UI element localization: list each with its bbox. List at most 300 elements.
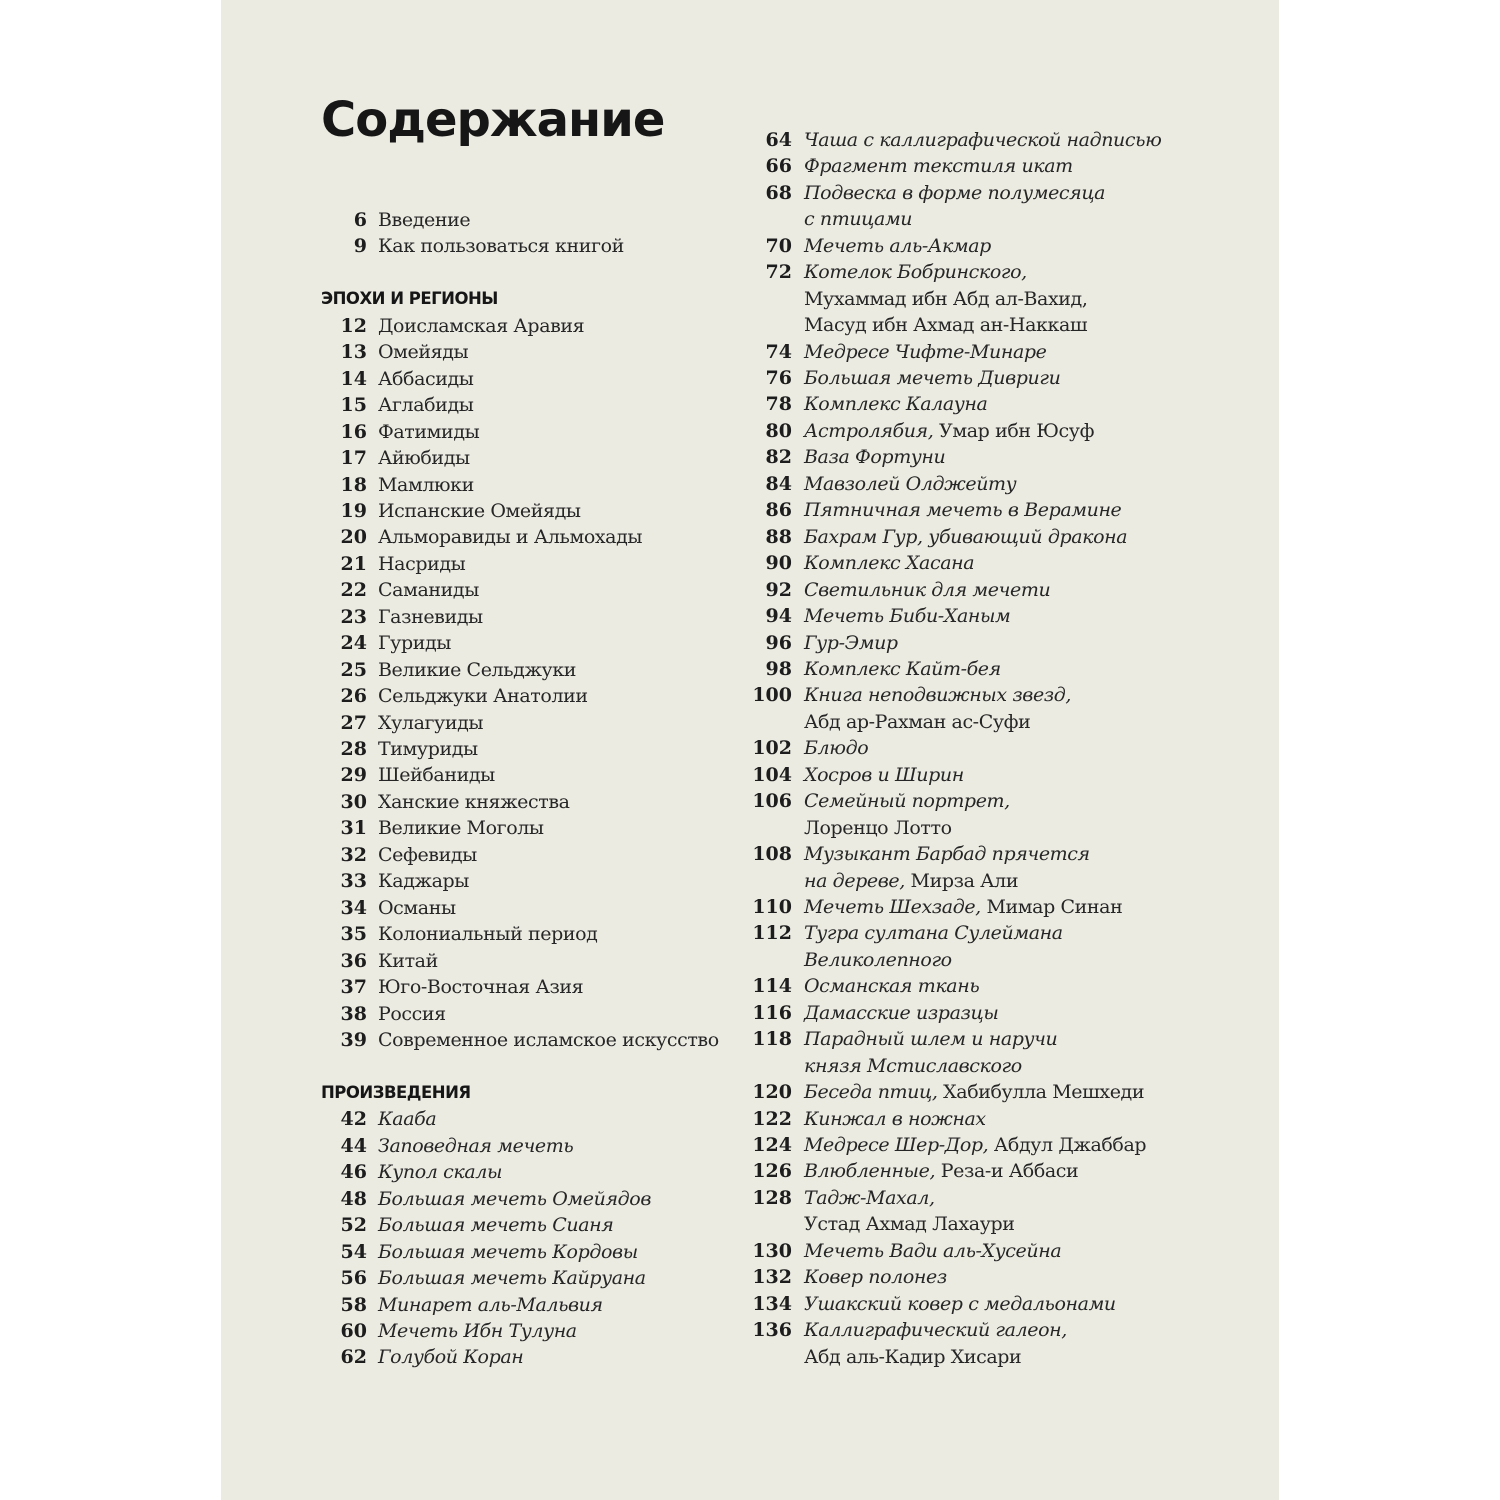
- toc-right-column: [741, 127, 1261, 1370]
- toc-page-number: 27: [340, 711, 367, 734]
- toc-entry-line: [804, 153, 1073, 179]
- toc-entry-title: Фрагмент текстиля икат: [804, 155, 1073, 178]
- toc-entry: [741, 630, 1261, 656]
- toc-entry: [741, 418, 1261, 444]
- toc-entry-line: [378, 895, 456, 921]
- toc-page-number: 72: [765, 261, 792, 284]
- toc-page-number: 90: [765, 552, 792, 575]
- toc-entry-line: [804, 1238, 1061, 1264]
- toc-page-number: 100: [752, 684, 792, 707]
- toc-entry-title: Аббасиды: [378, 367, 474, 390]
- toc-entry-title: Подвеска в форме полумесяца: [804, 181, 1106, 204]
- toc-entry: [321, 577, 741, 603]
- toc-entry: [321, 472, 741, 498]
- toc-entry: [321, 339, 741, 365]
- toc-entry-title: Тадж-Махал,: [804, 1186, 935, 1209]
- toc-entry: [741, 259, 1261, 338]
- toc-entry-author: Умар ибн Юсуф: [933, 419, 1095, 442]
- toc-page-number: 134: [752, 1292, 792, 1315]
- toc-page-number: 12: [340, 314, 367, 337]
- toc-entry-title: Мечеть Вади аль-Хусейна: [804, 1239, 1062, 1262]
- toc-entry: [321, 498, 741, 524]
- toc-entry-line: [378, 551, 465, 577]
- toc-entry: [321, 392, 741, 418]
- toc-entry-line: [378, 1001, 446, 1027]
- toc-entry: [741, 1317, 1261, 1370]
- toc-entry-title: Чаша с каллиграфической надписью: [804, 129, 1162, 151]
- toc-entry: [741, 497, 1261, 523]
- toc-page-number: 56: [340, 1267, 367, 1290]
- toc-entry: [741, 1238, 1261, 1264]
- toc-entry-line: [378, 233, 624, 259]
- toc-entry-line: [378, 524, 642, 550]
- toc-entry-title: Саманиды: [378, 579, 479, 602]
- toc-entry: [321, 366, 741, 392]
- toc-entry-line: [804, 471, 1016, 497]
- toc-entry-line: [378, 472, 474, 498]
- toc-entry-line: [804, 1132, 1146, 1158]
- toc-entry-title: Беседа птиц,: [804, 1081, 938, 1104]
- toc-entry-title: Мамлюки: [378, 473, 474, 496]
- toc-page-number: 106: [752, 790, 792, 813]
- toc-page-number: 76: [765, 367, 792, 389]
- toc-entry-title: Книга неподвижных звезд,: [804, 684, 1072, 707]
- toc-entry-line: [804, 233, 991, 259]
- toc-page-number: 23: [340, 605, 367, 628]
- toc-entry: [321, 974, 741, 1000]
- toc-entry: [321, 657, 741, 683]
- toc-entry-title: Бахрам Гур, убивающий дракона: [804, 525, 1128, 548]
- toc-entry: [741, 339, 1261, 365]
- toc-entry-line: [804, 339, 1047, 365]
- toc-entry: [321, 1001, 741, 1027]
- toc-entry-title: Каджары: [378, 870, 470, 893]
- toc-entry: [321, 233, 741, 259]
- toc-entry-title: Ханские княжества: [378, 790, 570, 813]
- toc-entry-line: [378, 1027, 719, 1053]
- toc-entry: [741, 762, 1261, 788]
- toc-entry-line: [804, 1211, 1015, 1237]
- toc-entry: [321, 815, 741, 841]
- toc-entry-line: [804, 259, 1088, 285]
- toc-entry-line: [378, 1186, 651, 1212]
- toc-page-number: 30: [340, 790, 367, 813]
- toc-entry: [321, 868, 741, 894]
- toc-entry-title: Абд ар-Рахман ас-Суфи: [804, 710, 1031, 733]
- toc-page-number: 60: [340, 1319, 367, 1342]
- toc-entry-line: [378, 1318, 577, 1344]
- toc-entry-title: Мечеть аль-Акмар: [804, 234, 991, 257]
- toc-entry-title: Мечеть Шехзаде,: [804, 895, 981, 918]
- toc-entry-author: Мимар Синан: [980, 895, 1123, 918]
- toc-entry: [321, 762, 741, 788]
- toc-entry-title: Мечеть Ибн Тулуна: [378, 1319, 577, 1342]
- toc-entry-title: Современное исламское искусство: [378, 1029, 719, 1052]
- toc-entry-line: [378, 1239, 638, 1265]
- toc-entry-line: [378, 1212, 613, 1238]
- toc-entry-title: Хулагуиды: [378, 711, 484, 734]
- toc-entry-line: [804, 762, 964, 788]
- toc-entry: [741, 788, 1261, 841]
- toc-entry-line: [378, 762, 495, 788]
- toc-entry: [741, 1158, 1261, 1184]
- toc-entry-title: Большая мечеть Омейядов: [378, 1187, 651, 1210]
- toc-entry-line: [804, 1344, 1067, 1370]
- toc-entry: [321, 207, 741, 233]
- toc-entry: [741, 1000, 1261, 1026]
- toc-entry-title: Купол скалы: [378, 1161, 503, 1184]
- toc-page-number: 19: [340, 499, 367, 522]
- toc-entry-line: [804, 550, 974, 576]
- toc-entry-line: [804, 1291, 1116, 1317]
- toc-entry: [741, 735, 1261, 761]
- toc-entry-line: [378, 1133, 573, 1159]
- toc-entry-line: [804, 206, 1105, 232]
- toc-entry-title: Гуриды: [378, 632, 452, 655]
- toc-entry-line: [378, 419, 479, 445]
- toc-page-number: 80: [765, 419, 792, 442]
- toc-entry-line: [378, 683, 588, 709]
- toc-entry: [321, 524, 741, 550]
- toc-page-number: 128: [752, 1186, 792, 1209]
- toc-entry: [321, 1186, 741, 1212]
- toc-entry-title: Газневиды: [378, 605, 483, 628]
- toc-entry-title: Дамасские изразцы: [804, 1001, 999, 1024]
- toc-page-number: 88: [765, 525, 792, 548]
- toc-page-number: 66: [765, 155, 792, 178]
- toc-entry-title: на дереве,: [804, 869, 905, 892]
- toc-page-number: 136: [752, 1319, 792, 1342]
- toc-page-number: 25: [340, 658, 367, 681]
- toc-entry-line: [378, 445, 470, 471]
- toc-page-number: 21: [340, 552, 367, 575]
- toc-entry-line: [804, 709, 1071, 735]
- toc-entry-line: [804, 1053, 1057, 1079]
- toc-entry-title: Медресе Чифте-Минаре: [804, 340, 1047, 363]
- toc-page-number: 31: [340, 817, 367, 840]
- toc-entry-line: [804, 1185, 1015, 1211]
- toc-entry-title: Медресе Шер-Дор,: [804, 1133, 989, 1156]
- toc-entry: [741, 1079, 1261, 1105]
- toc-page-number: 94: [765, 605, 792, 628]
- toc-entry-title: Мавзолей Олджейту: [804, 472, 1017, 495]
- toc-entry-title: Гур-Эмир: [804, 631, 898, 654]
- toc-entry-line: [804, 365, 1060, 391]
- toc-page-number: 6: [353, 209, 367, 231]
- toc-entry-line: [378, 948, 438, 974]
- toc-page-number: 54: [340, 1240, 367, 1263]
- toc-page-number: 92: [765, 578, 792, 601]
- toc-entry: [741, 920, 1261, 973]
- toc-entry-line: [804, 1264, 947, 1290]
- toc-entry-title: Большая мечеть Кордовы: [378, 1240, 638, 1263]
- toc-entry-title: Испанские Омейяды: [378, 499, 581, 522]
- toc-entry-line: [378, 710, 483, 736]
- toc-entry-line: [804, 286, 1088, 312]
- toc-entry-title: Котелок Бобринского,: [804, 261, 1027, 284]
- toc-entry-title: Сефевиды: [378, 843, 477, 866]
- toc-entry: [321, 1265, 741, 1291]
- toc-entry-title: Комплекс Кайт-бея: [804, 657, 1001, 680]
- toc-entry-line: [378, 842, 477, 868]
- toc-entry: [321, 630, 741, 656]
- toc-page-number: 35: [340, 923, 367, 946]
- toc-entry-line: [378, 366, 474, 392]
- toc-page-number: 110: [752, 895, 792, 918]
- toc-page-number: 122: [752, 1107, 792, 1130]
- toc-entry-title: с птицами: [804, 208, 913, 231]
- toc-page-number: 112: [752, 922, 792, 945]
- toc-entry-line: [378, 630, 451, 656]
- toc-entry-line: [378, 736, 478, 762]
- toc-page-number: 20: [340, 526, 367, 549]
- toc-entry-line: [378, 657, 576, 683]
- toc-entry: [741, 365, 1261, 391]
- toc-page-number: 64: [765, 129, 792, 151]
- toc-entry-title: Омейяды: [378, 341, 469, 364]
- toc-entry: [741, 973, 1261, 999]
- toc-entry: [321, 1133, 741, 1159]
- toc-entry-line: [378, 498, 581, 524]
- toc-entry-title: Кинжал в ножнах: [804, 1107, 986, 1130]
- toc-page-number: 36: [340, 949, 367, 972]
- toc-entry-title: Музыкант Барбад прячется: [804, 843, 1090, 866]
- toc-entry: [321, 1292, 741, 1318]
- toc-page-number: 108: [752, 843, 792, 866]
- toc-page-number: 86: [765, 499, 792, 522]
- toc-page-number: 38: [340, 1002, 367, 1025]
- toc-entry-line: [804, 127, 1161, 153]
- toc-entry-title: Заповедная мечеть: [378, 1134, 574, 1157]
- toc-entry: [741, 1291, 1261, 1317]
- toc-entry: [741, 682, 1261, 735]
- toc-entry-title: Блюдо: [804, 737, 869, 760]
- section-heading: ПРОИЗВЕДЕНИЯ: [321, 1082, 471, 1102]
- toc-entry-title: Юго-Восточная Азия: [378, 976, 584, 999]
- toc-entry: [321, 683, 741, 709]
- toc-page-number: 46: [340, 1161, 367, 1184]
- toc-entry-title: Большая мечеть Дивриги: [804, 367, 1061, 389]
- toc-entry: [741, 577, 1261, 603]
- toc-entry-title: Комплекс Калауна: [804, 393, 988, 416]
- toc-entry: [741, 894, 1261, 920]
- toc-page-number: 16: [340, 420, 367, 443]
- toc-entry-line: [804, 656, 1001, 682]
- toc-page-number: 78: [765, 393, 792, 416]
- toc-entry: [741, 550, 1261, 576]
- toc-entry-title: Кааба: [378, 1108, 437, 1131]
- toc-entry-title: Лоренцо Лотто: [804, 816, 952, 839]
- toc-entry-line: [378, 313, 584, 339]
- toc-entry: [321, 736, 741, 762]
- toc-entry-line: [378, 207, 470, 233]
- toc-page-number: 118: [752, 1028, 792, 1051]
- toc-entry-line: [804, 180, 1105, 206]
- toc-entry: [741, 1132, 1261, 1158]
- toc-entry-title: Доисламская Аравия: [378, 314, 585, 337]
- toc-entry-title: Сельджуки Анатолии: [378, 685, 588, 708]
- toc-page-number: 32: [340, 843, 367, 866]
- toc-entry-line: [378, 1106, 436, 1132]
- toc-entry-line: [804, 947, 1063, 973]
- toc-left-column: [321, 207, 741, 1371]
- toc-page-number: 58: [340, 1293, 367, 1316]
- toc-entry-line: [804, 788, 1010, 814]
- toc-entry-line: [804, 1026, 1057, 1052]
- toc-page-number: 37: [340, 976, 367, 999]
- toc-entry: [741, 841, 1261, 894]
- toc-page-number: 114: [752, 975, 792, 998]
- toc-entry: [741, 603, 1261, 629]
- toc-entry-title: Османская ткань: [804, 975, 980, 998]
- toc-page-number: 120: [752, 1081, 792, 1104]
- toc-entry: [741, 656, 1261, 682]
- toc-entry-title: Китай: [378, 949, 438, 972]
- toc-entry-line: [378, 1344, 523, 1370]
- toc-entry-line: [804, 973, 979, 999]
- toc-entry: [321, 842, 741, 868]
- toc-entry-title: Великолепного: [804, 948, 952, 971]
- toc-entry-line: [378, 868, 469, 894]
- toc-entry-title: Большая мечеть Сианя: [378, 1214, 614, 1237]
- toc-entry-line: [804, 894, 1122, 920]
- toc-page-number: 96: [765, 631, 792, 654]
- toc-entry-line: [378, 604, 483, 630]
- toc-page-number: 48: [340, 1187, 367, 1210]
- toc-entry-title: Айюбиды: [378, 447, 470, 470]
- toc-entry: [321, 419, 741, 445]
- page-title: Содержание: [321, 92, 665, 148]
- toc-entry: [741, 1026, 1261, 1079]
- toc-entry-title: Великие Моголы: [378, 817, 544, 840]
- toc-entry-line: [378, 974, 583, 1000]
- toc-page-number: 22: [340, 579, 367, 602]
- toc-page-number: 44: [340, 1134, 367, 1157]
- toc-entry-line: [804, 444, 945, 470]
- toc-entry-title: Светильник для мечети: [804, 578, 1051, 601]
- toc-entry-author: Хабибулла Мешхеди: [937, 1081, 1145, 1104]
- toc-page-number: 9: [353, 235, 367, 258]
- toc-entry: [321, 789, 741, 815]
- toc-entry-line: [378, 339, 468, 365]
- toc-entry-author: Абдул Джаббар: [988, 1133, 1147, 1156]
- section-heading: ЭПОХИ И РЕГИОНЫ: [321, 289, 498, 309]
- toc-entry-title: Тимуриды: [378, 738, 478, 761]
- toc-entry-title: Голубой Коран: [378, 1346, 524, 1369]
- toc-page-number: 74: [765, 340, 792, 363]
- toc-entry-title: Большая мечеть Кайруана: [378, 1267, 646, 1290]
- toc-entry-title: Тугра султана Сулеймана: [804, 922, 1063, 945]
- toc-entry: [741, 153, 1261, 179]
- toc-entry-line: [804, 1079, 1144, 1105]
- toc-entry-title: Семейный портрет,: [804, 790, 1010, 813]
- toc-entry-line: [804, 920, 1063, 946]
- toc-entry-line: [378, 577, 479, 603]
- toc-entry: [321, 604, 741, 630]
- toc-page-number: 116: [752, 1001, 792, 1024]
- toc-page-number: 39: [340, 1029, 367, 1052]
- toc-entry-author: Реза-и Аббаси: [935, 1160, 1079, 1183]
- toc-entry-title: Мухаммад ибн Абд ал-Вахид,: [804, 287, 1088, 310]
- toc-entry-title: Минарет аль-Мальвия: [378, 1293, 603, 1316]
- toc-entry-title: Колониальный период: [378, 923, 598, 946]
- toc-entry-title: Масуд ибн Ахмад ан-Наккаш: [804, 314, 1088, 337]
- toc-entry: [321, 1159, 741, 1185]
- toc-entry-line: [804, 1317, 1067, 1343]
- toc-entry: [741, 524, 1261, 550]
- toc-page-number: 13: [340, 341, 367, 364]
- toc-entry: [321, 921, 741, 947]
- toc-entry-line: [804, 603, 1010, 629]
- toc-entry-line: [378, 1159, 502, 1185]
- toc-page-number: 102: [752, 737, 792, 760]
- toc-entry-title: Ушакский ковер с медальонами: [804, 1292, 1116, 1315]
- toc-page-number: 70: [765, 234, 792, 257]
- toc-page-number: 84: [765, 472, 792, 495]
- toc-page-number: 28: [340, 738, 367, 761]
- toc-entry-line: [804, 868, 1090, 894]
- toc-entry-line: [804, 682, 1071, 708]
- toc-entry-line: [804, 312, 1088, 338]
- toc-entry-title: князя Мстиславского: [804, 1054, 1022, 1077]
- toc-entry-line: [378, 392, 473, 418]
- toc-entry: [321, 445, 741, 471]
- toc-entry-title: Абд аль-Кадир Хисари: [804, 1345, 1022, 1368]
- toc-entry: [321, 895, 741, 921]
- toc-entry: [741, 233, 1261, 259]
- toc-entry-line: [804, 1158, 1078, 1184]
- toc-page-number: 104: [752, 763, 792, 786]
- toc-page-number: 18: [340, 473, 367, 496]
- toc-entry-title: Россия: [378, 1002, 446, 1025]
- toc-entry-title: Ваза Фортуни: [804, 446, 946, 469]
- toc-entry: [741, 1185, 1261, 1238]
- toc-entry-line: [804, 577, 1050, 603]
- toc-entry: [741, 391, 1261, 417]
- toc-entry: [321, 1212, 741, 1238]
- toc-entry-title: Фатимиды: [378, 420, 480, 443]
- toc-entry: [321, 1106, 741, 1132]
- toc-entry: [321, 1318, 741, 1344]
- toc-page-number: 62: [340, 1346, 367, 1369]
- toc-entry: [741, 1264, 1261, 1290]
- toc-entry: [321, 710, 741, 736]
- toc-page-number: 34: [340, 896, 367, 919]
- toc-entry-title: Мечеть Биби-Ханым: [804, 605, 1011, 628]
- toc-page-number: 68: [765, 181, 792, 204]
- toc-entry-title: Насриды: [378, 552, 466, 575]
- book-page: [221, 0, 1279, 1500]
- toc-entry-line: [804, 1000, 998, 1026]
- toc-page-number: 15: [340, 394, 367, 417]
- toc-page-number: 132: [752, 1266, 792, 1289]
- toc-page-number: 42: [340, 1108, 367, 1131]
- toc-entry-line: [378, 789, 570, 815]
- toc-entry-title: Устад Ахмад Лахаури: [804, 1213, 1015, 1236]
- toc-entry: [321, 1239, 741, 1265]
- toc-entry-author: Мирза Али: [904, 869, 1019, 892]
- toc-entry-line: [378, 921, 597, 947]
- toc-entry-line: [804, 630, 898, 656]
- toc-entry-line: [804, 841, 1090, 867]
- toc-entry: [741, 444, 1261, 470]
- toc-entry-title: Шейбаниды: [378, 764, 495, 787]
- toc-page-number: 52: [340, 1214, 367, 1237]
- toc-entry-title: Астролябия,: [804, 419, 934, 442]
- toc-entry: [321, 948, 741, 974]
- toc-entry-line: [804, 1106, 986, 1132]
- toc-entry-line: [378, 1292, 603, 1318]
